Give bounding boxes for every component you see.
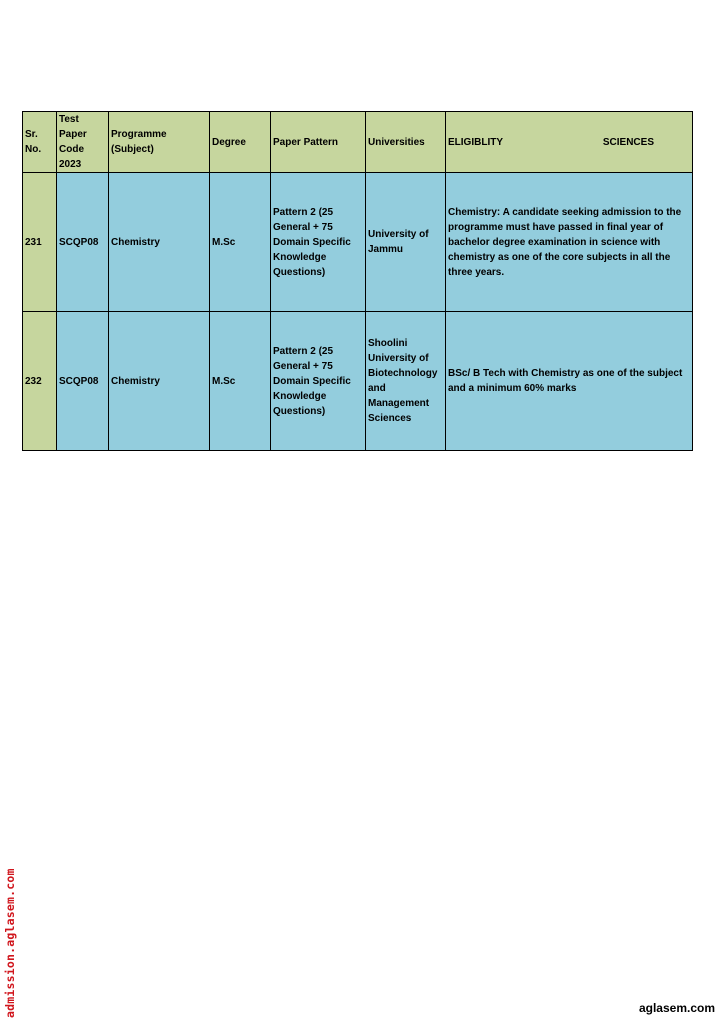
- header-universities: Universities: [366, 112, 446, 173]
- cell-eligibility: BSc/ B Tech with Chemistry as one of the subject and a minimum 60% marks: [446, 312, 693, 451]
- cell-eligibility: Chemistry: A candidate seeking admission to the programme must have passed in final year of bachelor degree examination in science with chemistry as one of the core subjects in all the three years.: [446, 173, 693, 312]
- cell-university: University of Jammu: [366, 173, 446, 312]
- cell-degree: M.Sc: [210, 312, 271, 451]
- cell-test-code: SCQP08: [57, 312, 109, 451]
- watermark-text: admission.aglasem.com: [3, 868, 17, 1018]
- header-programme: Programme (Subject): [109, 112, 210, 173]
- header-paper-pattern: Paper Pattern: [271, 112, 366, 173]
- header-degree: Degree: [210, 112, 271, 173]
- table-header-row: [23, 112, 693, 173]
- cell-programme: Chemistry: [109, 312, 210, 451]
- header-sr-no: Sr. No.: [23, 112, 57, 173]
- header-eligibility: [446, 112, 693, 173]
- cell-programme: Chemistry: [109, 173, 210, 312]
- table-row: [23, 312, 693, 451]
- table-row: [23, 173, 693, 312]
- cell-sr-no: 231: [23, 173, 57, 312]
- cell-paper-pattern: Pattern 2 (25 General + 75 Domain Specific Knowledge Questions): [271, 312, 366, 451]
- footer-brand: aglasem.com: [638, 1001, 715, 1015]
- header-test-paper-code: Test Paper Code 2023: [57, 112, 109, 173]
- cell-paper-pattern: Pattern 2 (25 General + 75 Domain Specific Knowledge Questions): [271, 173, 366, 312]
- cell-test-code: SCQP08: [57, 173, 109, 312]
- header-eligibility-label: ELIGIBLITY: [448, 136, 503, 148]
- cell-degree: M.Sc: [210, 173, 271, 312]
- cell-sr-no: 232: [23, 312, 57, 451]
- header-category: SCIENCES: [602, 136, 654, 148]
- cell-university: Shoolini University of Biotechnology and Management Sciences: [366, 312, 446, 451]
- eligibility-table: [22, 111, 693, 451]
